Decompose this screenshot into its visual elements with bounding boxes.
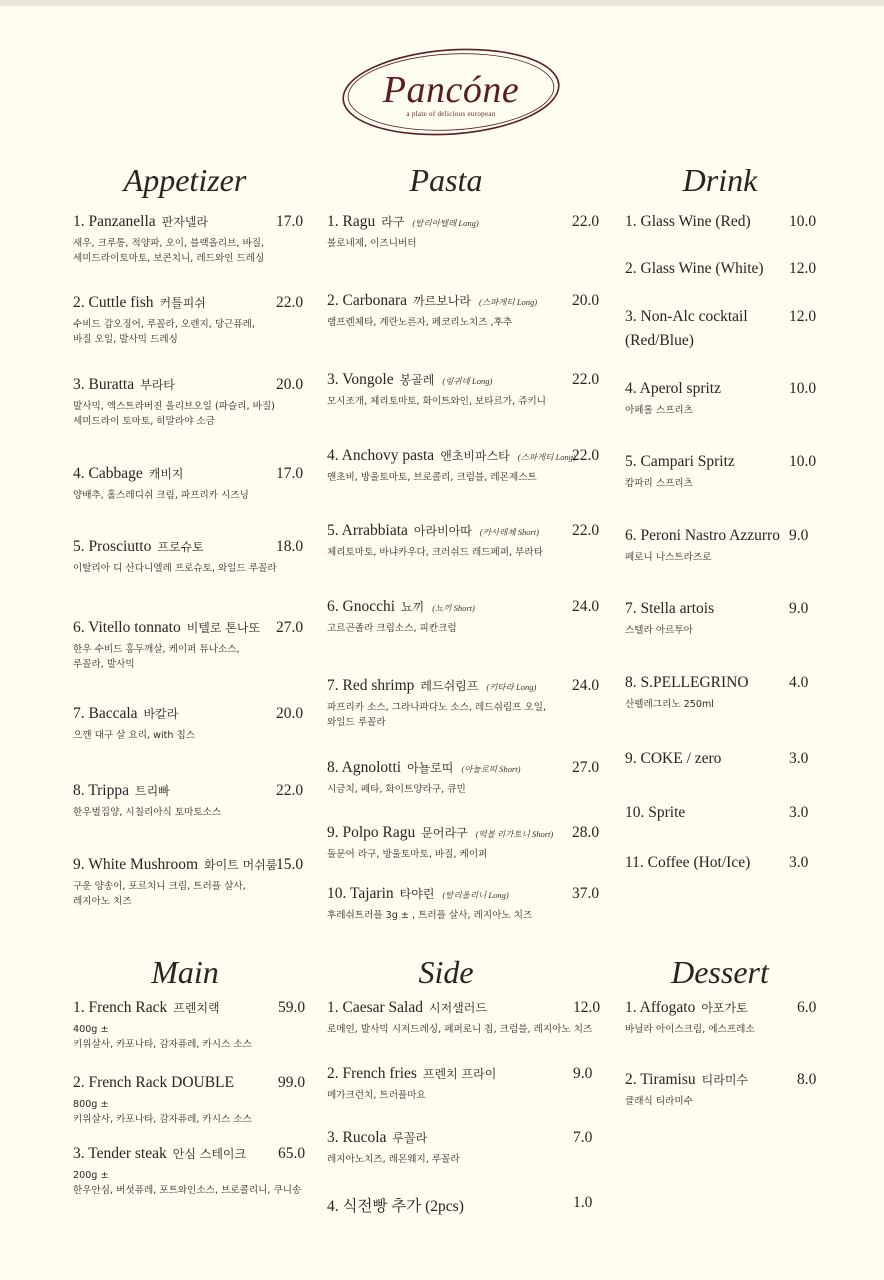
item-title-row [327, 677, 546, 695]
item-description [327, 394, 546, 409]
item-title-row [73, 294, 255, 312]
item-name: 5. Campari Spritz [625, 453, 735, 470]
item-description [327, 236, 479, 251]
item-title-row [73, 538, 277, 556]
item-name-line2: (Red/Blue) [625, 332, 694, 349]
item-name: 4. Cabbage [73, 465, 143, 482]
item-description-line: 키위살사, 카포나타, 감자퓨레, 카시스 소스 [73, 1039, 252, 1050]
appetizer-item-price: 15.0 [276, 856, 304, 873]
item-name: 6. Vitello tonnato [73, 619, 181, 636]
item-description [625, 1022, 755, 1037]
item-description-line: 돌문어 라구, 방울토마토, 바질, 케이퍼 [327, 849, 488, 860]
item-name: 5. Arrabbiata [327, 522, 408, 539]
appetizer-item [73, 213, 264, 266]
item-description [73, 1022, 252, 1052]
drink-item [625, 308, 748, 350]
item-title-row [625, 308, 748, 326]
item-korean-name: 캐비지 [148, 467, 184, 481]
item-name: 11. Coffee (Hot/Ice) [625, 854, 751, 871]
item-description [625, 697, 749, 712]
main-item-price: 65.0 [278, 1145, 306, 1162]
appetizer-item [73, 294, 255, 347]
item-title-row [625, 380, 721, 398]
appetizer-item-price: 17.0 [276, 465, 304, 482]
item-description [73, 488, 249, 503]
item-name: 8. Trippa [73, 782, 129, 799]
item-description-line: 아페롤 스프리츠 [625, 405, 693, 416]
item-description [327, 1022, 592, 1037]
pasta-item [327, 885, 532, 923]
item-name: 10. Tajarin [327, 885, 394, 902]
pasta-item-price: 22.0 [572, 213, 600, 230]
item-description [73, 236, 264, 266]
item-description-line: 발사믹, 엑스트라버진 올리브오일 (파슬리, 바질) [73, 401, 275, 412]
item-title-row [73, 1145, 301, 1163]
dessert-item-price: 6.0 [797, 999, 817, 1016]
item-description-line: 한우 수비드 홍두깨살, 케이퍼 튜나소스, [73, 644, 240, 655]
pasta-item-price: 22.0 [572, 447, 600, 464]
appetizer-item [73, 376, 275, 429]
drink-item [625, 453, 735, 491]
item-title-row [327, 999, 592, 1017]
item-description-line: 캄파리 스프리츠 [625, 478, 693, 489]
item-description-line: 앤초비, 방울토마토, 브로콜리, 크럼블, 레몬제스트 [327, 472, 537, 483]
item-name: 1. Glass Wine (Red) [625, 213, 751, 230]
item-description [625, 550, 780, 565]
item-description-line: 모시조개, 체리토마토, 화이트와인, 보타르가, 쥬키니 [327, 396, 547, 407]
item-title-row [327, 447, 576, 465]
item-description [327, 782, 521, 797]
main-item-price: 99.0 [278, 1074, 306, 1091]
item-description-line: 램프렌체타, 계란노른자, 페코리노치즈 ,후추 [327, 317, 513, 328]
item-name: 5. Prosciutto [73, 538, 152, 555]
side-item-price: 1.0 [573, 1194, 593, 1211]
pasta-item [327, 292, 537, 330]
appetizer-item [73, 782, 221, 820]
item-korean-name: 프렌치 프라이 [422, 1067, 497, 1081]
item-pasta-type: (스파게티 Long) [517, 452, 576, 462]
side-item-price: 12.0 [573, 999, 601, 1016]
item-description-line: 후레쉬트러플 3g ± , 트러플 살사, 레지아노 치즈 [327, 910, 533, 921]
item-korean-name: 앤초비파스타 [440, 449, 510, 463]
drink-item [625, 527, 780, 565]
drink-item [625, 854, 750, 872]
item-name: 3. Tender steak [73, 1145, 167, 1162]
main-item [73, 1145, 301, 1198]
drink-item [625, 260, 764, 278]
appetizer-item-price: 27.0 [276, 619, 304, 636]
appetizer-item-price: 22.0 [276, 294, 304, 311]
item-korean-name: 아뇰로띠 [407, 761, 454, 775]
drink-item [625, 750, 721, 768]
brand-name: Pancóne [382, 69, 520, 111]
item-name: 8. Agnolotti [327, 759, 402, 776]
drink-item-price: 12.0 [789, 260, 817, 277]
item-description-line: 메가크런치, 트러플마요 [327, 1090, 426, 1101]
item-title-row [73, 213, 264, 231]
pasta-item-price: 27.0 [572, 759, 600, 776]
item-name: 4. 식전빵 추가 (2pcs) [327, 1198, 464, 1215]
item-korean-name: 문어라구 [421, 826, 468, 840]
drink-item [625, 804, 685, 822]
item-title-row [73, 465, 249, 483]
item-description-line: 400g ± [73, 1024, 109, 1035]
item-name: 4. Aperol spritz [625, 380, 721, 397]
appetizer-item-price: 22.0 [276, 782, 304, 799]
item-description [73, 399, 275, 429]
pasta-item [327, 447, 576, 485]
item-description-line: 세미드라이토마토, 보콘치니, 레드와인 드레싱 [73, 253, 265, 264]
item-title-row [625, 453, 735, 471]
pasta-item [327, 213, 479, 251]
item-title-row [327, 371, 546, 389]
drink-item-price: 10.0 [789, 453, 817, 470]
item-name: 1. French Rack [73, 999, 168, 1016]
item-description-line: 루꼴라, 발사믹 [73, 659, 135, 670]
item-title-row [327, 292, 537, 310]
item-description-line: 바질 오일, 발사믹 드레싱 [73, 334, 178, 345]
side-item [327, 1129, 460, 1167]
item-description-line: 클래식 티라미수 [625, 1096, 693, 1107]
item-description-line: 양배추, 홀스레디쉬 크림, 파프리카 시즈닝 [73, 490, 249, 501]
item-title-row [327, 1065, 496, 1083]
item-korean-name: 안심 스테이크 [172, 1147, 247, 1161]
item-description [327, 1152, 460, 1167]
pasta-item-price: 22.0 [572, 522, 600, 539]
side-item [327, 1065, 496, 1103]
item-description-line: 페로니 나스트라즈로 [625, 552, 712, 563]
item-pasta-type: (스파게티 Long) [479, 297, 538, 307]
item-description-line: 파프리카 소스, 그라나파다노 소스, 레드쉬림프 오일, [327, 702, 547, 713]
item-description [625, 476, 735, 491]
item-description-line: 레지아노 치즈 [73, 896, 132, 907]
side-item [327, 999, 592, 1037]
main-item [73, 999, 252, 1052]
main-item [73, 1074, 252, 1127]
item-name: 1. Affogato [625, 999, 696, 1016]
item-pasta-type: (카사레체 Short) [479, 527, 539, 537]
item-title-row [73, 705, 195, 723]
item-description [327, 621, 475, 636]
item-description-line: 한우안심, 버섯퓨레, 포트와인소스, 브로콜리니, 쿠니송 [73, 1185, 302, 1196]
item-name: 2. French Rack DOUBLE [73, 1074, 234, 1091]
item-description-line: 세미드라이 토마토, 히말라야 소금 [73, 416, 215, 427]
item-description [73, 561, 277, 576]
pasta-item [327, 759, 521, 797]
item-pasta-type: (탈리올리니 Long) [442, 890, 509, 900]
item-description-line: 볼로네제, 이즈니버터 [327, 238, 417, 249]
item-description-line: 산펠레그리노 250ml [625, 699, 714, 710]
pasta-item-price: 24.0 [572, 598, 600, 615]
appetizer-item [73, 705, 195, 743]
item-title-row [327, 885, 532, 903]
item-description [73, 1097, 252, 1127]
item-description [327, 1088, 496, 1103]
item-korean-name: 라구 [381, 215, 405, 229]
drink-item-price: 10.0 [789, 380, 817, 397]
pasta-item-price: 20.0 [572, 292, 600, 309]
item-title-row [625, 804, 685, 822]
item-name: 3. Buratta [73, 376, 135, 393]
drink-item-price: 12.0 [789, 308, 817, 325]
item-name: 2. Cuttle fish [73, 294, 154, 311]
appetizer-item [73, 619, 260, 672]
item-korean-name: 까르보나라 [413, 294, 472, 308]
item-pasta-type: (떡볼 리가토니 Short) [475, 829, 554, 839]
item-korean-name: 뇨끼 [401, 600, 425, 614]
item-description-line: 새우, 크루통, 적양파, 오이, 블랙올리브, 바질, [73, 238, 265, 249]
dessert-item-price: 8.0 [797, 1071, 817, 1088]
drink-item [625, 213, 751, 231]
item-title-row [327, 213, 479, 231]
drink-item-price: 4.0 [789, 674, 809, 691]
item-name: 9. COKE / zero [625, 750, 722, 767]
item-description [73, 879, 277, 909]
item-title-row [625, 999, 755, 1017]
item-title-row [73, 782, 221, 800]
side-item-price: 9.0 [573, 1065, 593, 1082]
item-title-row [625, 750, 721, 768]
pasta-item [327, 522, 543, 560]
item-korean-name: 부라타 [140, 378, 175, 392]
item-name: 3. Vongole [327, 371, 394, 388]
side-item-price: 7.0 [573, 1129, 593, 1146]
item-pasta-type: (키타라 Long) [486, 682, 537, 692]
brand-tagline: a plate of delicious european [406, 110, 496, 118]
item-description [327, 470, 576, 485]
pasta-item-price: 22.0 [572, 371, 600, 388]
item-description-line: 스텔라 아르투아 [625, 625, 693, 636]
item-name: 1. Caesar Salad [327, 999, 423, 1016]
item-title-row [625, 1071, 748, 1089]
item-korean-name: 아라비아따 [413, 524, 472, 538]
item-title-row [625, 260, 764, 278]
item-korean-name: 루꼴라 [392, 1131, 428, 1145]
appetizer-item-price: 17.0 [276, 213, 304, 230]
drink-item-price: 3.0 [789, 750, 809, 767]
appetizer-item [73, 856, 277, 909]
drink-item [625, 600, 714, 638]
item-name: 6. Gnocchi [327, 598, 396, 615]
item-title-row [625, 674, 749, 692]
item-title-row [73, 619, 260, 637]
dessert-item [625, 999, 755, 1037]
item-title-row [327, 598, 475, 616]
top-border [0, 0, 884, 6]
item-description-line: 레지아노치즈, 레몬웨지, 루꼴라 [327, 1154, 460, 1165]
item-description-line: 한우벌집양, 시칠리아식 토마토소스 [73, 807, 222, 818]
pasta-item-price: 37.0 [572, 885, 600, 902]
item-description [327, 908, 532, 923]
item-description [73, 1168, 301, 1198]
item-korean-name: 판자넬라 [161, 215, 209, 229]
item-description-line: 체리토마토, 바냐카우다, 크러쉬드 레드페퍼, 부라타 [327, 547, 543, 558]
item-description-line: 으깬 대구 살 요리, with 칩스 [73, 730, 196, 741]
drink-item [625, 380, 721, 418]
item-name: 2. Carbonara [327, 292, 408, 309]
item-name: 7. Baccala [73, 705, 138, 722]
item-title-row [327, 1194, 464, 1216]
item-title-row-2 [625, 332, 748, 350]
item-name: 4. Anchovy pasta [327, 447, 435, 464]
item-pasta-type: (아뇰로띠 Short) [461, 764, 521, 774]
item-name: 9. White Mushroom [73, 856, 198, 873]
item-description [73, 728, 195, 743]
item-name: 3. Rucola [327, 1129, 387, 1146]
heading-appetizer: Appetizer [123, 162, 247, 198]
pasta-item [327, 598, 475, 636]
item-description-line: 시금치, 페타, 화이트양라구, 큐민 [327, 784, 466, 795]
drink-item [625, 674, 749, 712]
item-title-row [73, 856, 277, 874]
item-title-row [327, 522, 543, 540]
item-description-line: 이탈리아 디 산다니엘레 프로슈토, 와일드 루꼴라 [73, 563, 277, 574]
item-description-line: 200g ± [73, 1170, 109, 1181]
item-name: 2. Tiramisu [625, 1071, 696, 1088]
item-name: 10. Sprite [625, 804, 686, 821]
item-description [625, 403, 721, 418]
item-korean-name: 타야린 [399, 887, 435, 901]
item-description [327, 700, 546, 730]
item-pasta-type: (뇨끼 Short) [432, 603, 475, 613]
dessert-item [625, 1071, 748, 1109]
item-description-line: 고르곤졸라 크림소스, 피칸크럼 [327, 623, 457, 634]
item-name: 6. Peroni Nastro Azzurro [625, 527, 780, 544]
item-description [327, 545, 543, 560]
item-name: 8. S.PELLEGRINO [625, 674, 749, 691]
item-name: 3. Non-Alc cocktail [625, 308, 748, 325]
item-title-row [327, 1129, 460, 1147]
heading-side: Side [418, 954, 474, 990]
appetizer-item [73, 538, 277, 576]
drink-item-price: 9.0 [789, 600, 809, 617]
heading-pasta: Pasta [409, 162, 483, 198]
drink-item-price: 3.0 [789, 854, 809, 871]
item-name: 2. French fries [327, 1065, 417, 1082]
item-description-line: 800g ± [73, 1099, 109, 1110]
item-name: 7. Red shrimp [327, 677, 415, 694]
item-korean-name: 프로슈토 [157, 540, 204, 554]
heading-drink: Drink [682, 162, 758, 198]
item-description [625, 1094, 748, 1109]
pasta-item [327, 371, 546, 409]
item-korean-name: 아포가토 [701, 1001, 748, 1015]
heading-main: Main [151, 954, 219, 990]
item-korean-name: 비텔로 톤나또 [186, 621, 261, 635]
item-korean-name: 바칼라 [143, 707, 179, 721]
main-item-price: 59.0 [278, 999, 306, 1016]
item-description [73, 805, 221, 820]
item-korean-name: 화이트 머쉬룸 [204, 858, 278, 872]
item-description-line: 키위살사, 카포나타, 감자퓨레, 카시스 소스 [73, 1114, 252, 1125]
item-title-row [625, 527, 780, 545]
item-pasta-type: (탈리아텔레 Long) [412, 218, 479, 228]
item-description [73, 317, 255, 347]
item-korean-name: 티라미수 [701, 1073, 749, 1087]
item-korean-name: 레드쉬림프 [420, 679, 479, 693]
item-korean-name: 시저샐러드 [428, 1001, 487, 1015]
item-description-line: 로메인, 발사믹 시저드레싱, 페퍼로니 칩, 크럼블, 레지아노 치즈 [327, 1024, 593, 1035]
appetizer-item [73, 465, 249, 503]
pasta-item-price: 28.0 [572, 824, 600, 841]
item-title-row [327, 759, 521, 777]
item-description [327, 315, 537, 330]
item-name: 7. Stella artois [625, 600, 715, 617]
appetizer-item-price: 18.0 [276, 538, 304, 555]
item-name: 2. Glass Wine (White) [625, 260, 764, 277]
item-description [73, 642, 260, 672]
item-title-row [73, 376, 275, 394]
item-title-row [327, 824, 553, 842]
appetizer-item-price: 20.0 [276, 705, 304, 722]
item-korean-name: 트리빠 [135, 784, 170, 798]
heading-dessert: Dessert [671, 954, 769, 990]
pasta-item [327, 677, 546, 730]
item-title-row [73, 1074, 252, 1092]
pasta-item-price: 24.0 [572, 677, 600, 694]
side-item [327, 1194, 464, 1216]
item-name: 1. Panzanella [73, 213, 156, 230]
drink-item-price: 3.0 [789, 804, 809, 821]
item-title-row [625, 213, 751, 231]
item-name: 1. Ragu [327, 213, 376, 230]
item-name: 9. Polpo Ragu [327, 824, 416, 841]
drink-item-price: 10.0 [789, 213, 817, 230]
item-korean-name: 프렌치랙 [173, 1001, 220, 1015]
item-title-row [625, 854, 750, 872]
item-title-row [625, 600, 714, 618]
brand-logo [340, 46, 562, 138]
item-pasta-type: (링귀네 Long) [442, 376, 493, 386]
item-description-line: 바닐라 아이스크림, 에스프레소 [625, 1024, 755, 1035]
pasta-item [327, 824, 553, 862]
item-description-line: 수비드 갑오징어, 루꼴라, 오렌지, 당근퓨레, [73, 319, 255, 330]
item-description [625, 623, 714, 638]
item-description-line: 와일드 루꼴라 [327, 717, 386, 728]
drink-item-price: 9.0 [789, 527, 809, 544]
item-description [327, 847, 553, 862]
appetizer-item-price: 20.0 [276, 376, 304, 393]
item-korean-name: 봉골레 [399, 373, 435, 387]
item-description-line: 구운 양송이, 포르치니 크림, 트러플 살사, [73, 881, 246, 892]
item-title-row [73, 999, 252, 1017]
item-korean-name: 커틀피쉬 [159, 296, 206, 310]
